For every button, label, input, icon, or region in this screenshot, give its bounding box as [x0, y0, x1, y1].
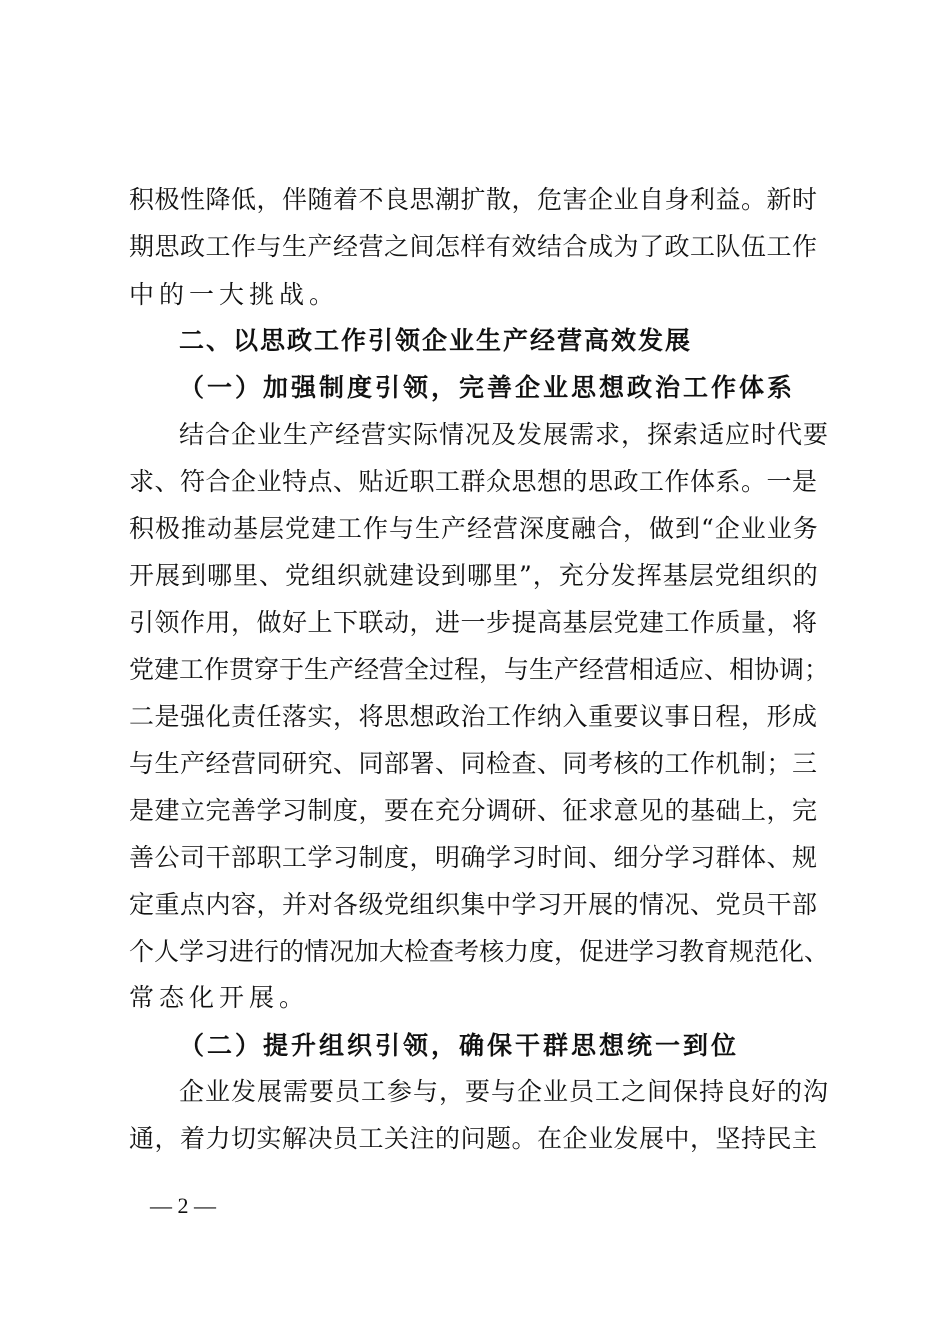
page-number: — 2 —: [150, 1193, 216, 1218]
text-line: 开展到哪里、党组织就建设到哪里”，充分发挥基层党组织的: [129, 561, 819, 590]
text-line: 求、符合企业特点、贴近职工群众思想的思政工作体系。一是: [129, 467, 818, 496]
text-line: 个人学习进行的情况加大检查考核力度，促进学习教育规范化、: [129, 937, 830, 966]
text-line: 是建立完善学习制度，要在充分调研、征求意见的基础上，完: [129, 796, 818, 825]
text-line: 二是强化责任落实，将思想政治工作纳入重要议事日程，形成: [129, 702, 818, 731]
subsection-heading: （一）加强制度引领，完善企业思想政治工作体系: [179, 373, 796, 402]
text-line: 期思政工作与生产经营之间怎样有效结合成为了政工队伍工作: [129, 232, 818, 261]
text-line: 中的一大挑战。: [129, 280, 340, 309]
section-heading: 二、以思政工作引领企业生产经营高效发展: [179, 326, 693, 355]
text-line: 善公司干部职工学习制度，明确学习时间、细分学习群体、规: [129, 843, 818, 872]
subsection-heading: （二）提升组织引领，确保干群思想统一到位: [179, 1031, 740, 1060]
text-line: 常态化开展。: [129, 983, 310, 1012]
text-line: 定重点内容，并对各级党组织集中学习开展的情况、党员干部: [129, 890, 818, 919]
text-line: 通，着力切实解决员工关注的问题。在企业发展中，坚持民主: [129, 1124, 818, 1153]
text-line: 企业发展需要员工参与，要与企业员工之间保持良好的沟: [179, 1077, 830, 1106]
text-line: 引领作用，做好上下联动，进一步提高基层党建工作质量，将: [129, 608, 818, 637]
text-line: 与生产经营同研究、同部署、同检查、同考核的工作机制；三: [129, 749, 818, 778]
text-line: 积极推动基层党建工作与生产经营深度融合，做到“企业业务: [129, 514, 819, 543]
text-line: 结合企业生产经营实际情况及发展需求，探索适应时代要: [179, 420, 830, 449]
text-line: 党建工作贯穿于生产经营全过程，与生产经营相适应、相协调；: [129, 655, 830, 684]
text-line: 积极性降低，伴随着不良思潮扩散，危害企业自身利益。新时: [129, 185, 818, 214]
